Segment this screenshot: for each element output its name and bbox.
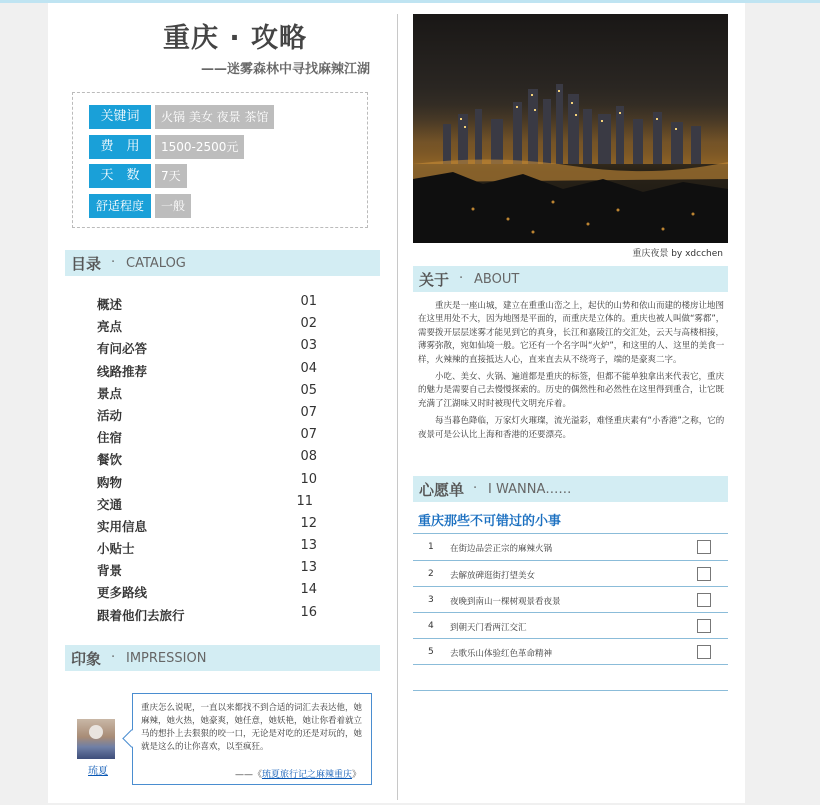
photo-caption: 重庆夜景 by xdcchen bbox=[632, 249, 723, 259]
section-dot: · bbox=[111, 255, 116, 270]
catalog-item[interactable] bbox=[97, 425, 327, 447]
section-title-en: CATALOG bbox=[126, 256, 186, 271]
catalog-item-page: 07 bbox=[300, 427, 317, 443]
catalog-item-label: 概述 bbox=[97, 297, 123, 312]
trip-info-box bbox=[72, 92, 368, 228]
catalog-item-page: 12 bbox=[300, 515, 317, 531]
catalog-item[interactable] bbox=[97, 336, 327, 358]
catalog-item[interactable] bbox=[97, 603, 327, 625]
wishlist-item-text: 夜晚到南山一棵树观景看夜景 bbox=[450, 597, 561, 607]
wishlist-section-header bbox=[413, 476, 728, 502]
wishlist-checkbox[interactable] bbox=[697, 645, 711, 659]
catalog-item-page: 16 bbox=[300, 604, 317, 620]
catalog-item-label: 跟着他们去旅行 bbox=[97, 607, 185, 623]
avatar-head-shape bbox=[89, 725, 103, 739]
impression-quote-bubble bbox=[132, 693, 372, 785]
catalog-item-label: 住宿 bbox=[97, 430, 123, 446]
wishlist-item-text: 到朝天门看两江交汇 bbox=[450, 623, 527, 633]
quote-source bbox=[235, 767, 361, 780]
wishlist-item-number: 1 bbox=[428, 542, 434, 552]
catalog-item-label: 餐饮 bbox=[97, 452, 123, 468]
catalog-item-page: 10 bbox=[300, 471, 317, 487]
page-subtitle: ——迷雾森林中寻找麻辣江湖 bbox=[200, 62, 370, 77]
wishlist-item bbox=[413, 588, 728, 614]
wishlist-item-number: 5 bbox=[428, 647, 434, 657]
wishlist-item-number: 2 bbox=[428, 569, 434, 579]
quote-source-suffix: 》 bbox=[351, 770, 361, 780]
catalog-item-label: 更多路线 bbox=[97, 585, 148, 601]
impression-section-header bbox=[65, 645, 380, 671]
catalog-item[interactable] bbox=[97, 359, 327, 381]
catalog-item-page: 13 bbox=[300, 538, 317, 554]
catalog-item[interactable] bbox=[97, 314, 327, 336]
wishlist-item-text: 在街边品尝正宗的麻辣火锅 bbox=[450, 544, 553, 554]
wishlist-rule bbox=[413, 586, 728, 587]
wishlist-rule bbox=[413, 612, 728, 613]
section-dot: · bbox=[473, 481, 478, 496]
section-title-zh: 心愿单 bbox=[419, 481, 465, 499]
catalog-item-page: 05 bbox=[300, 382, 317, 398]
about-paragraph: 每当暮色降临，万家灯火璀璨，流光溢彩，难怪重庆素有“小香港”之称，它的夜景可是公认比上海和香港的还要漂亮。 bbox=[418, 416, 725, 440]
wishlist-rule bbox=[413, 533, 728, 534]
wishlist-checkbox[interactable] bbox=[697, 593, 711, 607]
catalog-item-page: 13 bbox=[300, 560, 317, 576]
wishlist-rule bbox=[413, 690, 728, 691]
wishlist-item bbox=[413, 535, 728, 561]
wishlist-item-number: 3 bbox=[428, 595, 434, 605]
catalog-item-page: 11 bbox=[296, 493, 313, 509]
wishlist-subtitle: 重庆那些不可错过的小事 bbox=[418, 514, 562, 529]
catalog-item[interactable] bbox=[97, 403, 327, 425]
info-key: 天 数 bbox=[89, 164, 151, 188]
section-title-zh: 目录 bbox=[71, 255, 102, 273]
impression-quote: 重庆怎么说呢，一直以来都找不到合适的词汇去表达他，她麻辣，她火热，她豪爽，她任意，她妖艳，她让你看着就立马的想扑上去狠狠的咬一口，无论是对吃的还是对玩的，她就是这么的让你喜欢，以至疯狂。 bbox=[141, 703, 363, 752]
info-row-keywords bbox=[89, 105, 274, 129]
catalog-item-page: 04 bbox=[300, 360, 317, 376]
wishlist-rule bbox=[413, 560, 728, 561]
catalog-item-label: 实用信息 bbox=[97, 518, 148, 534]
section-title-en: I WANNA…… bbox=[488, 482, 572, 497]
info-value: 7天 bbox=[155, 164, 187, 188]
catalog-item[interactable] bbox=[97, 514, 327, 536]
section-title-zh: 印象 bbox=[71, 650, 102, 668]
catalog-item-page: 08 bbox=[300, 449, 317, 465]
section-title-en: IMPRESSION bbox=[126, 651, 207, 666]
info-row-days bbox=[89, 164, 187, 188]
author-name-link[interactable]: 琉夏 bbox=[88, 766, 108, 777]
catalog-item-page: 03 bbox=[300, 338, 317, 354]
about-body bbox=[418, 300, 726, 446]
section-dot: · bbox=[459, 271, 464, 286]
wishlist-item bbox=[413, 562, 728, 588]
catalog-list bbox=[97, 292, 327, 625]
catalog-item[interactable] bbox=[97, 558, 327, 580]
column-divider bbox=[397, 14, 398, 800]
catalog-item[interactable] bbox=[97, 536, 327, 558]
wishlist-item bbox=[413, 614, 728, 640]
catalog-item[interactable] bbox=[97, 470, 327, 492]
wishlist-rule bbox=[413, 638, 728, 639]
about-section-header bbox=[413, 266, 728, 292]
catalog-item[interactable] bbox=[97, 580, 327, 602]
quote-source-link[interactable]: 琉夏旅行记之麻辣重庆 bbox=[261, 770, 352, 780]
wishlist-item bbox=[413, 640, 728, 666]
quote-source-prefix: ——《 bbox=[234, 770, 262, 780]
catalog-item-label: 购物 bbox=[97, 474, 123, 490]
chongqing-night-photo bbox=[413, 14, 728, 243]
wishlist-item-text: 去解放碑逛街打望美女 bbox=[450, 571, 536, 581]
catalog-item-label: 活动 bbox=[97, 407, 123, 423]
catalog-item-label: 小贴士 bbox=[97, 541, 135, 557]
catalog-item-label: 有问必答 bbox=[97, 341, 148, 357]
catalog-item[interactable] bbox=[97, 381, 327, 403]
info-value: 1500-2500元 bbox=[155, 135, 244, 159]
catalog-item-page: 07 bbox=[300, 404, 317, 420]
wishlist-item-text: 去歌乐山体验红色革命精神 bbox=[450, 649, 553, 659]
about-paragraph: 重庆是一座山城，建立在重重山峦之上，起伏的山势和依山而建的楼房让地图在这里用处不大，因为地图是平面的，而重庆是立体的。重庆也被人叫做“雾都”，需要拨开层层迷雾才能见到它的真身，长江和嘉陵江的交汇处，云天与高楼相接，薄雾弥散，宛如仙境一般。它还有一个名字叫“火炉”，和这里的人、这里的美食一样，火辣辣的直接抵达人心，直来直去从不绕弯子，端的是豪爽二字。 bbox=[418, 301, 725, 365]
wishlist-checkbox[interactable] bbox=[697, 619, 711, 633]
catalog-item-page: 02 bbox=[300, 316, 317, 332]
wishlist-item-number: 4 bbox=[428, 621, 434, 631]
catalog-item-label: 线路推荐 bbox=[97, 363, 148, 379]
section-dot: · bbox=[111, 650, 116, 665]
info-key: 舒适程度 bbox=[89, 194, 151, 218]
night-skyline-illustration bbox=[413, 14, 728, 243]
catalog-item-page: 14 bbox=[300, 582, 317, 598]
wishlist-checkbox[interactable] bbox=[697, 567, 711, 581]
info-row-cost bbox=[89, 135, 244, 159]
info-key: 费 用 bbox=[89, 135, 151, 159]
section-title-en: ABOUT bbox=[474, 272, 520, 287]
info-value: 一般 bbox=[155, 194, 191, 218]
catalog-item-label: 景点 bbox=[97, 385, 123, 401]
info-value: 火锅 美女 夜景 茶馆 bbox=[155, 105, 274, 129]
catalog-item-page: 01 bbox=[300, 294, 317, 309]
catalog-item[interactable] bbox=[97, 492, 327, 514]
wishlist-rule bbox=[413, 664, 728, 665]
catalog-item-label: 交通 bbox=[97, 496, 123, 512]
catalog-item[interactable] bbox=[97, 447, 327, 469]
catalog-section-header bbox=[65, 250, 380, 276]
author-avatar[interactable] bbox=[77, 719, 115, 759]
section-title-zh: 关于 bbox=[419, 271, 450, 289]
catalog-item-label: 亮点 bbox=[97, 319, 123, 335]
info-row-comfort bbox=[89, 194, 191, 218]
page-title: 重庆 · 攻略 bbox=[162, 23, 308, 54]
info-key: 关键词 bbox=[89, 105, 151, 129]
catalog-item[interactable] bbox=[97, 292, 327, 314]
about-paragraph: 小吃、美女、火锅、遍道都是重庆的标签，但都不能单独拿出来代表它，重庆的魅力是需要自己去慢慢探索的。历史的偶然性和必然性在这里得到重合，让它既充满了江湖味又时时被现代文明充斥着。 bbox=[418, 372, 725, 409]
wishlist-checkbox[interactable] bbox=[697, 540, 711, 554]
catalog-item-label: 背景 bbox=[97, 563, 123, 579]
